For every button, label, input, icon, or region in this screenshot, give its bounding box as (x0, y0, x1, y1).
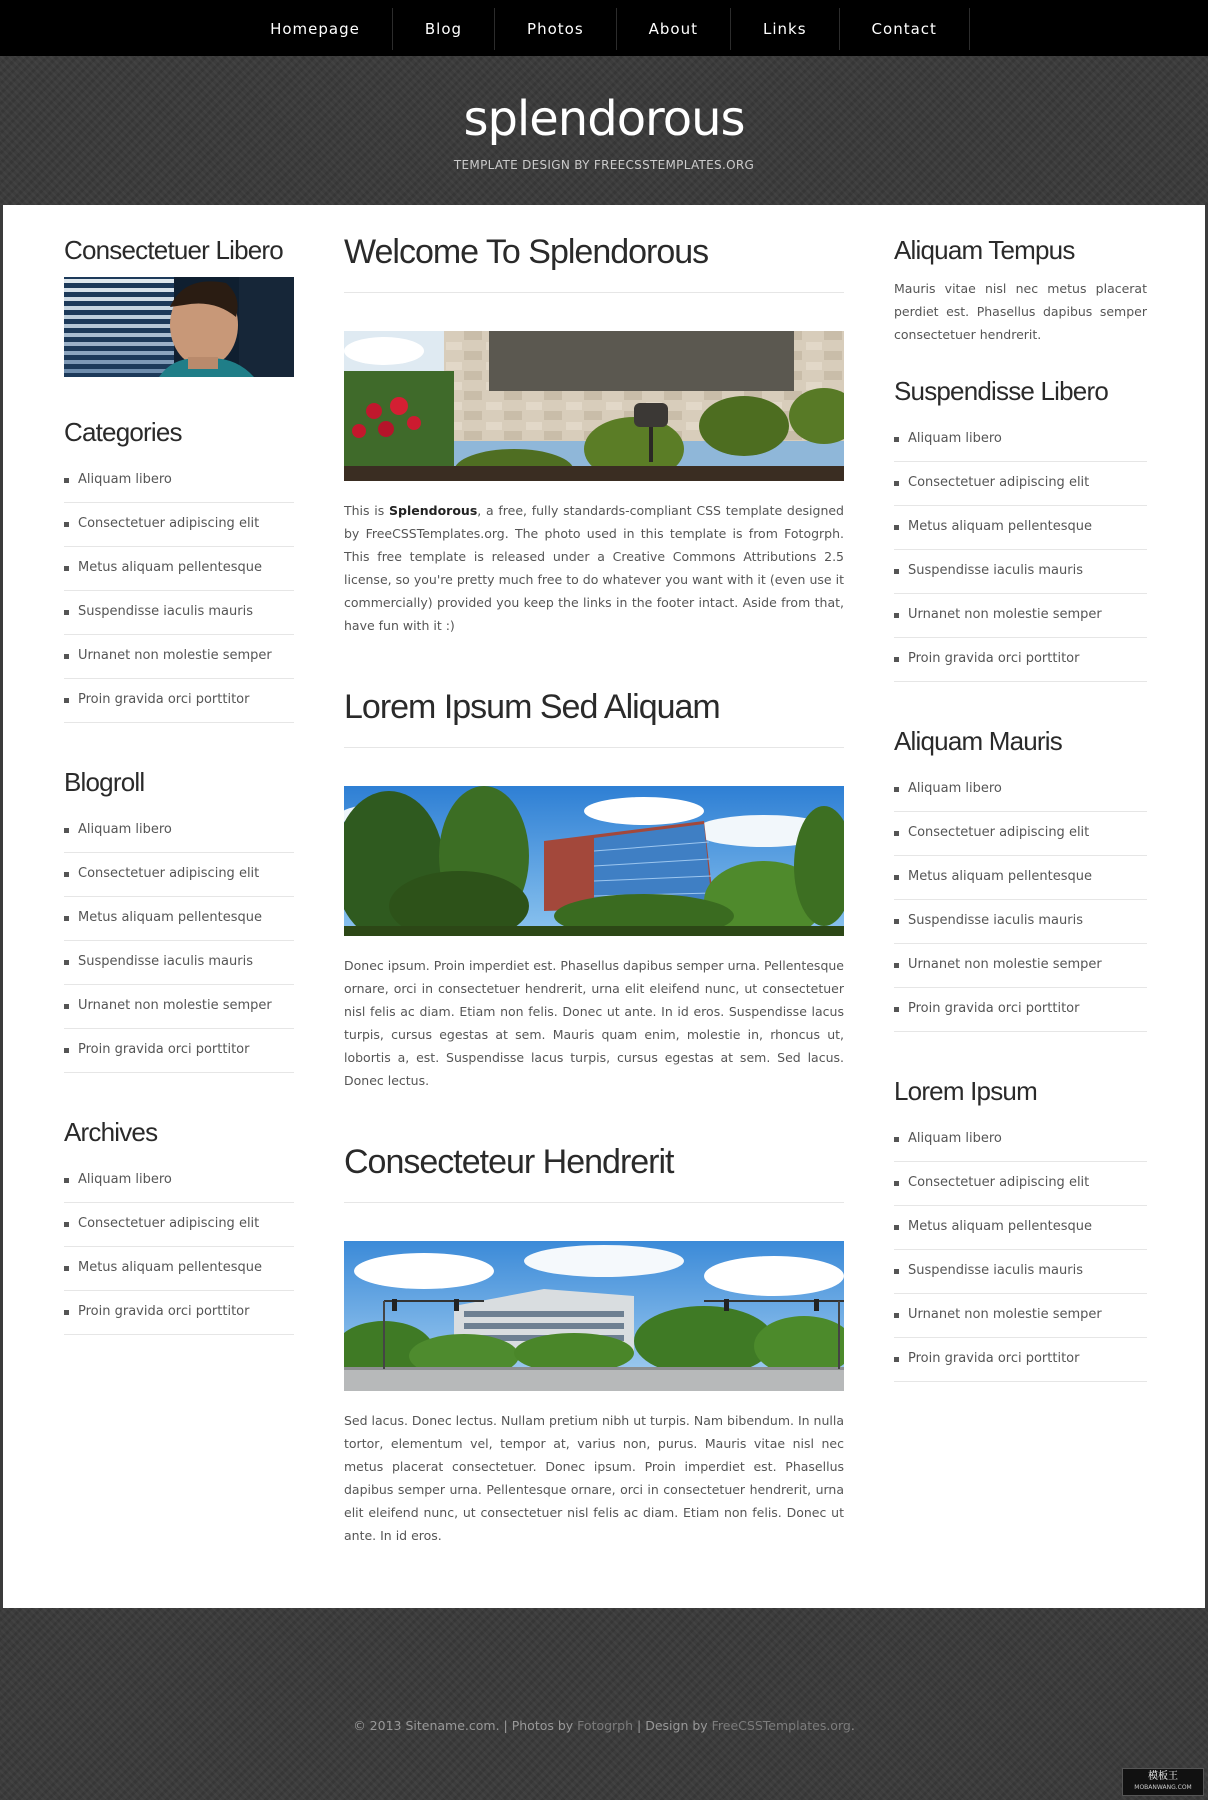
mauris-list (894, 768, 1147, 1032)
list-item[interactable]: Metus aliquam pellentesque (894, 506, 1147, 550)
list-item[interactable]: Consectetuer adipiscing elit (64, 503, 294, 547)
nav-links[interactable]: Links (731, 8, 840, 50)
post (344, 232, 844, 637)
categories-title: Categories (64, 417, 182, 447)
list-item[interactable]: Suspendisse iaculis mauris (64, 591, 294, 635)
list-item[interactable]: Urnanet non molestie semper (64, 635, 294, 679)
post (344, 687, 844, 1092)
monument-photo-graphic (344, 331, 844, 481)
list-item[interactable]: Metus aliquam pellentesque (894, 856, 1147, 900)
list-item[interactable]: Proin gravida orci porttitor (64, 679, 294, 723)
suspendisse-title: Suspendisse Libero (894, 376, 1108, 406)
street-building-photo-graphic (344, 1241, 844, 1391)
post-title[interactable]: Consecteteur Hendrerit (344, 1142, 844, 1203)
list-item[interactable]: Aliquam libero (894, 768, 1147, 812)
categories-list (64, 459, 294, 723)
nav-about[interactable]: About (617, 8, 731, 50)
list-item[interactable]: Urnanet non molestie semper (64, 985, 294, 1029)
mauris-title: Aliquam Mauris (894, 726, 1062, 756)
nav-blog[interactable]: Blog (393, 8, 495, 50)
list-item[interactable]: Aliquam libero (64, 1159, 294, 1203)
profile-image (64, 277, 294, 377)
archives-title: Archives (64, 1117, 158, 1147)
list-item[interactable]: Consectetuer adipiscing elit (894, 462, 1147, 506)
suspendisse-list (894, 418, 1147, 682)
list-item[interactable]: Proin gravida orci porttitor (64, 1029, 294, 1073)
archives-list (64, 1159, 294, 1335)
list-item[interactable]: Metus aliquam pellentesque (894, 1206, 1147, 1250)
site-title[interactable]: splendorous (463, 91, 745, 147)
post-body-bold: Splendorous (389, 503, 478, 518)
list-item[interactable]: Proin gravida orci porttitor (64, 1291, 294, 1335)
badge-line1: 模板王 (1148, 1771, 1178, 1782)
content-area (3, 205, 1205, 1608)
blogroll-list (64, 809, 294, 1073)
list-item[interactable]: Aliquam libero (894, 418, 1147, 462)
site-footer (0, 1608, 1208, 1800)
left-sidebar (64, 205, 294, 1335)
post-body (344, 499, 844, 637)
list-item[interactable]: Metus aliquam pellentesque (64, 547, 294, 591)
list-item[interactable]: Aliquam libero (64, 459, 294, 503)
nav-homepage[interactable]: Homepage (238, 8, 393, 50)
list-item[interactable]: Proin gravida orci porttitor (894, 988, 1147, 1032)
post-body: Donec ipsum. Proin imperdiet est. Phasellus dapibus semper urna. Pellentesque ornare, orci in consectetuer hendrerit, urna elit eleifend nunc, ut consectetuer nisl felis ac diam. Etiam non felis. Donec ut ante. In id eros. Suspendisse lacus turpis, cursus egestas at sem. Mauris quam enim, molestie in, rhoncus ut, lobortis a, est. Suspendisse lacus turpis, cursus egestas at sem. Sed lacus. Donec lectus. (344, 958, 844, 1088)
nav-contact[interactable]: Contact (840, 8, 970, 50)
list-item[interactable]: Proin gravida orci porttitor (894, 1338, 1147, 1382)
profile-photo-graphic (64, 277, 294, 377)
list-item[interactable]: Metus aliquam pellentesque (64, 1247, 294, 1291)
profile-title: Consectetuer Libero (64, 235, 283, 265)
post-body-prefix: This is (344, 503, 390, 518)
list-item[interactable]: Suspendisse iaculis mauris (894, 900, 1147, 944)
top-nav (0, 0, 1208, 56)
post-body-rest: , a free, fully standards-compliant CSS template designed by FreeCSSTemplates.org. The photo used in this template is from Fotogrph. This free template is released under a Creative Commons Attributions 2.5 license, so you're pretty much free to do whatever you want with it (even use it commercially) provided you keep the links in the footer intact. Aside from that, have fun with it :) (344, 503, 844, 633)
post-body: Sed lacus. Donec lectus. Nullam pretium nibh ut turpis. Nam bibendum. In nulla tortor, elementum vel, tempor at, varius non, purus. Mauris vitae nisl nec metus placerat consectetuer. Donec ipsum. Proin imperdiet est. Phasellus dapibus semper urna. Pellentesque ornare, orci in consectetuer hendrerit, urna elit eleifend nunc, ut consectetuer nisl felis ac diam. Etiam non felis. Donec ut ante. In id eros. (344, 1413, 844, 1543)
tempus-title: Aliquam Tempus (894, 235, 1075, 265)
post-title[interactable]: Welcome To Splendorous (344, 232, 844, 293)
list-item[interactable]: Urnanet non molestie semper (894, 594, 1147, 638)
footer-separator: | Design by (633, 1718, 712, 1733)
list-item[interactable]: Suspendisse iaculis mauris (894, 550, 1147, 594)
nav-photos[interactable]: Photos (495, 8, 617, 50)
right-sidebar (894, 205, 1147, 1382)
list-item[interactable]: Suspendisse iaculis mauris (894, 1250, 1147, 1294)
post-image (344, 786, 844, 936)
list-item[interactable]: Metus aliquam pellentesque (64, 897, 294, 941)
blogroll-title: Blogroll (64, 767, 145, 797)
post-title[interactable]: Lorem Ipsum Sed Aliquam (344, 687, 844, 748)
office-building-photo-graphic (344, 786, 844, 936)
list-item[interactable]: Urnanet non molestie semper (894, 944, 1147, 988)
footer-credits (0, 1718, 1208, 1733)
design-link[interactable]: FreeCSSTemplates.org (711, 1718, 851, 1733)
footer-copyright: © 2013 Sitename.com. | Photos by (353, 1718, 578, 1733)
badge-line2: MOBANWANG.COM (1134, 1784, 1192, 1791)
main-column (344, 205, 844, 1547)
list-item[interactable]: Aliquam libero (64, 809, 294, 853)
list-item[interactable]: Consectetuer adipiscing elit (64, 853, 294, 897)
tempus-text: Mauris vitae nisl nec metus placerat perdiet est. Phasellus dapibus semper consectetuer hendrerit. (894, 281, 1147, 342)
photos-link[interactable]: Fotogrph (577, 1718, 634, 1733)
list-item[interactable]: Suspendisse iaculis mauris (64, 941, 294, 985)
list-item[interactable]: Consectetuer adipiscing elit (64, 1203, 294, 1247)
watermark-badge[interactable] (1122, 1768, 1204, 1796)
list-item[interactable]: Urnanet non molestie semper (894, 1294, 1147, 1338)
list-item[interactable]: Consectetuer adipiscing elit (894, 1162, 1147, 1206)
post-image (344, 1241, 844, 1391)
list-item[interactable]: Aliquam libero (894, 1118, 1147, 1162)
footer-end: . (850, 1718, 855, 1733)
post (344, 1142, 844, 1547)
site-tagline: TEMPLATE DESIGN BY FREECSSTEMPLATES.ORG (453, 158, 755, 172)
list-item[interactable]: Consectetuer adipiscing elit (894, 812, 1147, 856)
lorem-list (894, 1118, 1147, 1382)
lorem-title: Lorem Ipsum (894, 1076, 1037, 1106)
site-header (0, 56, 1208, 205)
post-image (344, 331, 844, 481)
list-item[interactable]: Proin gravida orci porttitor (894, 638, 1147, 682)
